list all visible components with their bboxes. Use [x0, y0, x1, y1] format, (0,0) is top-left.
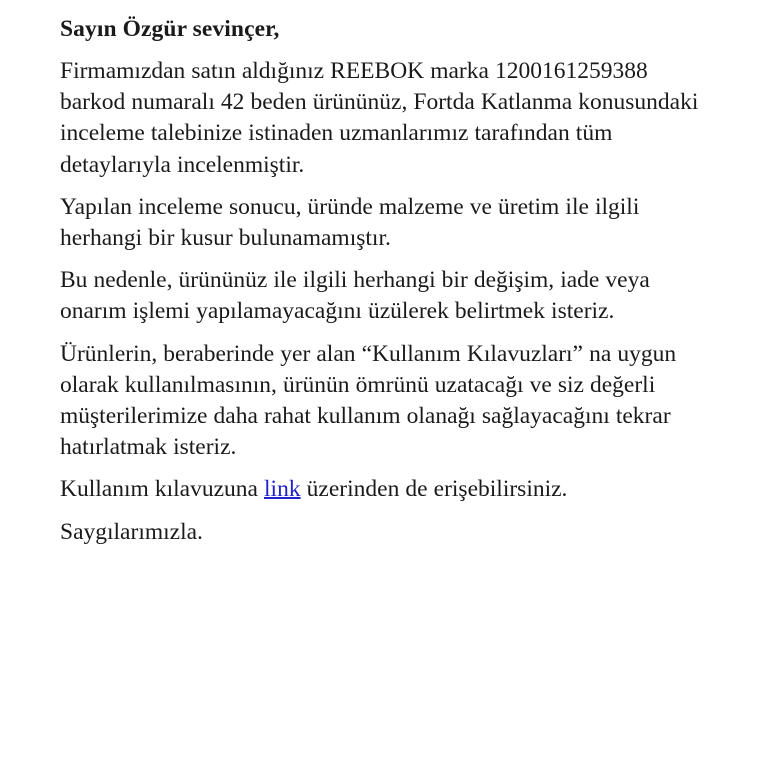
letter-paragraph-inspection-summary: Firmamızdan satın aldığınız REEBOK marka 1200161259388 barkod numaralı 42 beden ürününüz, Fortda Katlanma konusundaki inceleme talebinize istinaden uzmanlarımız tarafından tüm detaylarıyla incelenmiştir.	[60, 58, 699, 178]
letter-body	[60, 14, 712, 548]
letter-paragraph-usage-guide-reminder: Ürünlerin, beraberinde yer alan “Kullanım Kılavuzları” na uygun olarak kullanılmasının, ürünün ömrünü uzatacağı ve siz değerli müşterilerimize daha rahat kullanım olanağı sağlayacağını tekrar hatırlatmak isteriz.	[60, 340, 677, 461]
letter-paragraph-decision: Bu nedenle, ürününüz ile ilgili herhangi bir değişim, iade veya onarım işlemi yapılamayacağını üzülerek belirtmek isteriz.	[60, 267, 650, 325]
link-paragraph-trail-text: üzerinden de erişebilirsiniz.	[300, 476, 568, 503]
usage-guide-link[interactable]: link	[264, 476, 301, 503]
letter-paragraph-link	[60, 474, 712, 505]
letter-closing: Saygılarımızla.	[60, 518, 203, 545]
link-paragraph-lead-text: Kullanım kılavuzuna	[60, 476, 265, 503]
letter-paragraph-inspection-result: Yapılan inceleme sonucu, üründe malzeme ve üretim ile ilgili herhangi bir kusur bulunamamıştır.	[60, 193, 640, 252]
letter-salutation: Sayın Özgür sevinçer,	[60, 16, 280, 42]
